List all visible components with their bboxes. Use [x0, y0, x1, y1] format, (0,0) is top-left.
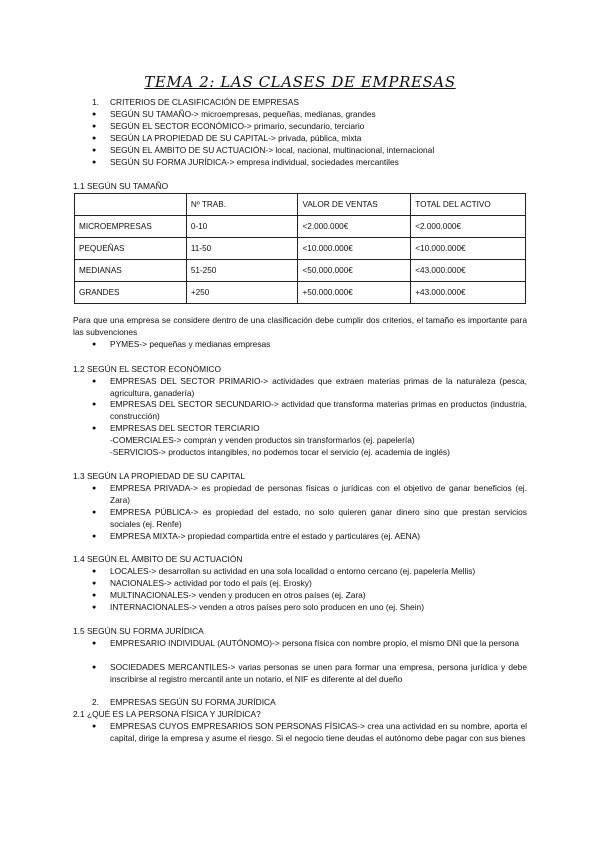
table-cell: <43.000.000€: [411, 260, 526, 282]
section-heading: EMPRESAS SEGÚN SU FORMA JURÍDICA: [110, 697, 276, 707]
list-item: SEGÚN SU TAMAÑO-> microempresas, pequeñas, medianas, grandes: [110, 109, 376, 119]
table-header-cell: Nº TRAB.: [186, 194, 298, 216]
list-item: SOCIEDADES MERCANTILES-> varias personas se unen para formar una empresa, persona jurídica y debe inscribirse al registro mercantil ante un notario, el NIF es diferente al del dueño: [110, 662, 527, 684]
table-row: [75, 238, 526, 260]
bullet-icon: ●: [92, 111, 97, 118]
table-cell: GRANDES: [75, 282, 187, 304]
bullet-icon: ●: [92, 123, 97, 130]
subsection-heading: 1.1 SEGÚN SU TAMAÑO: [73, 181, 169, 191]
table-cell: <10.000.000€: [298, 238, 411, 260]
list-item: INTERNACIONALES-> venden a otros países pero solo producen en uno (ej. Shein): [110, 602, 424, 612]
table-cell: <50.000.000€: [298, 260, 411, 282]
list-item: EMPRESAS CUYOS EMPRESARIOS SON PERSONAS FÍSICAS-> crea una actividad en su nombre, aporta el capital, dirige la empresa y asume el riesgo. Si el negocio tiene deudas el autónomo debe pagar con sus bienes: [110, 721, 527, 743]
list-item: EMPRESARIO INDIVIDUAL (AUTÓNOMO)-> persona física con nombre propio, el mismo DNI que la persona: [110, 638, 520, 648]
table-header-cell: VALOR DE VENTAS: [298, 194, 411, 216]
bullet-icon: ●: [92, 401, 97, 408]
table-cell: <2.000.000€: [298, 216, 411, 238]
bullet-icon: ●: [92, 135, 97, 142]
list-item: SEGÚN LA PROPIEDAD DE SU CAPITAL-> privada, pública, mixta: [110, 133, 362, 143]
table-row: [75, 260, 526, 282]
table-cell: +43.000.000€: [411, 282, 526, 304]
table-cell: +250: [186, 282, 298, 304]
table-cell: <10.000.000€: [411, 238, 526, 260]
table-cell: PEQUEÑAS: [75, 238, 187, 260]
table-cell: MEDIANAS: [75, 260, 187, 282]
bullet-icon: ●: [92, 568, 97, 575]
bullet-icon: ●: [92, 664, 97, 671]
list-item: EMPRESA PÚBLICA-> es propiedad del estado, no solo quieren ganar dinero sino que prestan servicios sociales (ej. Renfe): [110, 507, 527, 529]
section-number: 2.: [92, 697, 99, 707]
subsection-heading: 1.3 SEGÚN LA PROPIEDAD DE SU CAPITAL: [73, 471, 246, 481]
subsection-heading: 1.4 SEGÚN EL ÁMBITO DE SU ACTUACIÓN: [73, 554, 243, 564]
table-header-cell: TOTAL DEL ACTIVO: [411, 194, 526, 216]
table-header-cell: [75, 194, 187, 216]
list-item: MULTINACIONALES-> venden y producen en otros países (ej. Zara): [110, 590, 366, 600]
section-heading: CRITERIOS DE CLASIFICACIÓN DE EMPRESAS: [110, 97, 299, 107]
paragraph: Para que una empresa se considere dentro de una clasificación debe cumplir dos criterios, el tamaño es importante para las subvenciones: [73, 315, 527, 337]
list-item: EMPRESAS DEL SECTOR PRIMARIO-> actividades que extraen materias primas de la naturaleza (pesca, agricultura, ganadería): [110, 376, 527, 398]
table-cell: 11-50: [186, 238, 298, 260]
bullet-icon: ●: [92, 580, 97, 587]
sub-item: -COMERCIALES-> compran y venden productos sin transformarlos (ej. papelería): [110, 435, 415, 445]
bullet-icon: ●: [92, 533, 97, 540]
table-cell: +50.000.000€: [298, 282, 411, 304]
bullet-icon: ●: [92, 341, 97, 348]
table-header-row: [75, 194, 526, 216]
subsection-heading: 2.1 ¿QUÉ ES LA PERSONA FÍSICA Y JURÍDICA?: [73, 709, 261, 719]
table-cell: MICROEMPRESAS: [75, 216, 187, 238]
bullet-icon: ●: [92, 723, 97, 730]
subsection-heading: 1.5 SEGÚN SU FORMA JURÍDICA: [73, 626, 204, 636]
list-item: SEGÚN EL SECTOR ECONÓMICO-> primario, secundario, terciario: [110, 121, 365, 131]
size-table: [74, 193, 526, 304]
list-item: NACIONALES-> actividad por todo el país (ej. Erosky): [110, 578, 312, 588]
list-item: LOCALES-> desarrollan su actividad en una sola localidad o entorno cercano (ej. papelería Mellis): [110, 566, 476, 576]
table-cell: 51-250: [186, 260, 298, 282]
list-item: PYMES-> pequeñas y medianas empresas: [110, 339, 271, 349]
subsection-heading: 1.2 SEGÚN EL SECTOR ECONÓMICO: [73, 364, 221, 374]
section-number: 1.: [92, 97, 99, 107]
list-item: SEGÚN SU FORMA JURÍDICA-> empresa individual, sociedades mercantiles: [110, 157, 399, 167]
bullet-icon: ●: [92, 378, 97, 385]
bullet-icon: ●: [92, 485, 97, 492]
table-row: [75, 282, 526, 304]
bullet-icon: ●: [92, 604, 97, 611]
list-item: EMPRESAS DEL SECTOR SECUNDARIO-> actividad que transforma materias primas en productos (industria, construcción): [110, 399, 527, 421]
bullet-icon: ●: [92, 147, 97, 154]
list-item: EMPRESA MIXTA-> propiedad compartida entre el estado y particulares (ej. AENA): [110, 531, 421, 541]
table-row: [75, 216, 526, 238]
document-title: TEMA 2: LAS CLASES DE EMPRESAS: [144, 73, 456, 91]
bullet-icon: ●: [92, 640, 97, 647]
sub-item: -SERVICIOS-> productos intangibles, no podemos tocar el servicio (ej. academia de inglés): [110, 447, 450, 457]
bullet-icon: ●: [92, 592, 97, 599]
list-item: EMPRESA PRIVADA-> es propiedad de personas físicas o jurídicas con el objetivo de ganar beneficios (ej. Zara): [110, 483, 527, 505]
list-item: SEGÚN EL ÁMBITO DE SU ACTUACIÓN-> local, nacional, multinacional, internacional: [110, 145, 435, 155]
table-cell: <2.000.000€: [411, 216, 526, 238]
bullet-icon: ●: [92, 509, 97, 516]
bullet-icon: ●: [92, 425, 97, 432]
bullet-icon: ●: [92, 159, 97, 166]
list-item: EMPRESAS DEL SECTOR TERCIARIO: [110, 423, 260, 433]
table-cell: 0-10: [186, 216, 298, 238]
